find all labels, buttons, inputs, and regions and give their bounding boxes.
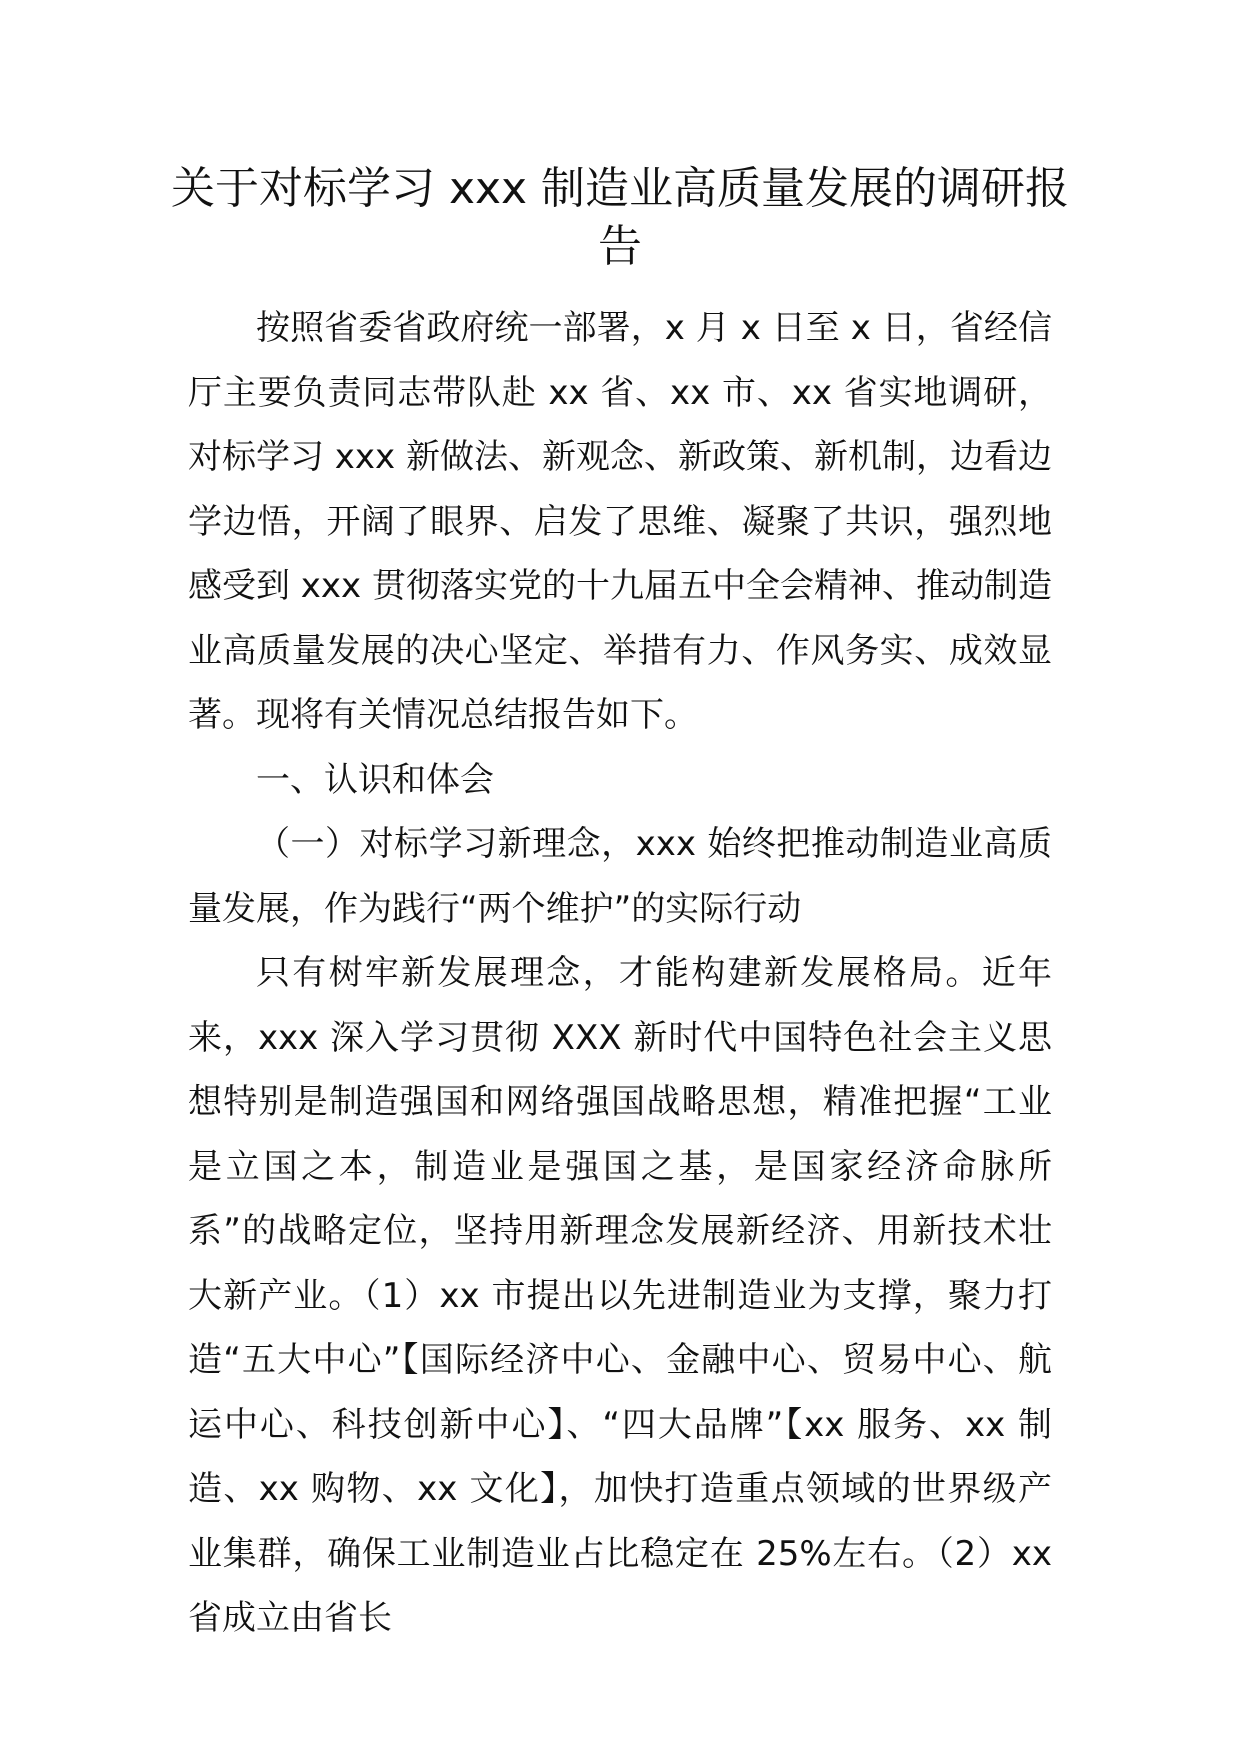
paragraph-intro: 按照省委省政府统一部署，x 月 x 日至 x 日，省经信厅主要负责同志带队赴 xx 省、xx 市、xx 省实地调研，对标学习 xxx 新做法、新观念、新政策、新机制，边看边学边悟，开阔了眼界、启发了思维、凝聚了共识，强烈地感受到 xxx 贯彻落实党的十九届五中全会精神、推动制造业高质量发展的决心坚定、举措有力、作风务实、成效显著。现将有关情况总结报告如下。: [188, 308, 1052, 735]
paragraph-body-1: 只有树牢新发展理念，才能构建新发展格局。近年来，xxx 深入学习贯彻 XXX 新时代中国特色社会主义思想特别是制造强国和网络强国战略思想，精准把握“工业是立国之本，制造业是强国之基，是国家经济命脉所系”的战略定位，坚持用新理念发展新经济、用新技术壮大新产业。（1）xx 市提出以先进制造业为支撑，聚力打造“五大中心”【国际经济中心、金融中心、贸易中心、航运中心、科技创新中心】、“四大品牌”【xx 服务、xx 制造、xx 购物、xx 文化】，加快打造重点领域的世界级产业集群，确保工业制造业占比稳定在 25%左右。（2）xx 省成立由省长: [188, 953, 1052, 1638]
document-title: 关于对标学习 xxx 制造业高质量发展的调研报告: [170, 163, 1070, 272]
subsection-heading-1: （一）对标学习新理念，xxx 始终把推动制造业高质量发展，作为践行“两个维护”的实际行动: [188, 824, 1052, 929]
document-body: [188, 296, 1052, 1651]
section-heading-1: 一、认识和体会: [256, 759, 494, 800]
